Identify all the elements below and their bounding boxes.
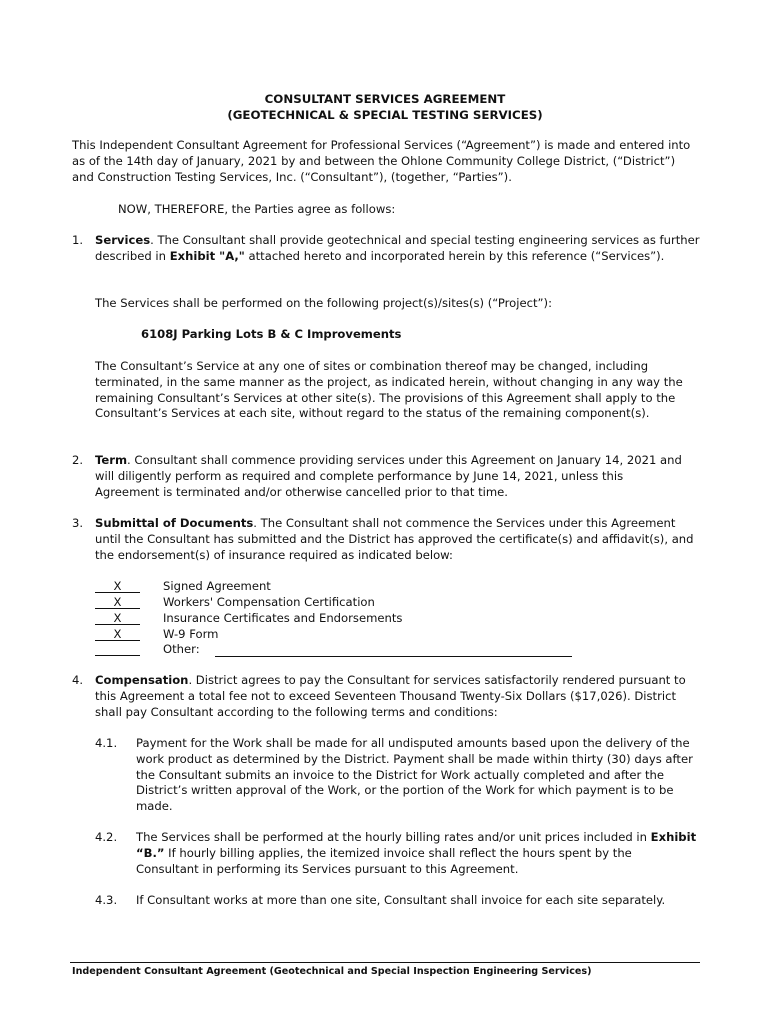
checklist-mark xyxy=(95,642,140,656)
section-3-number: 3. xyxy=(72,516,84,530)
checklist-mark: X xyxy=(95,595,140,609)
now-therefore-line: NOW, THEREFORE, the Parties agree as follows: xyxy=(118,202,396,216)
section-3-heading: Submittal of Documents xyxy=(95,516,254,530)
footer-divider xyxy=(70,962,700,963)
section-4-compensation xyxy=(95,673,700,720)
intro-paragraph: This Independent Consultant Agreement for Professional Services (“Agreement”) is made and entered into as of the 14th day of January, 2021 by and between the Ohlone Community College District, (“District”) and Construction Testing Services, Inc. (“Consultant”), (together, “Parties”). xyxy=(72,138,691,184)
section-4-heading: Compensation xyxy=(95,673,189,687)
subsection-4-1-text: Payment for the Work shall be made for all undisputed amounts based upon the delivery of the work product as determined by the District. Payment shall be made within thirty (30) days after the Consultant submits an invoice to the District for Work actually completed and after the District’s written approval of the Work, or the portion of the Work for which payment is to be made. xyxy=(136,736,693,814)
checklist-label: Signed Agreement xyxy=(163,579,271,593)
checklist-label: Other: xyxy=(163,642,200,656)
checklist-mark: X xyxy=(95,627,140,641)
subsection-4-3-text: If Consultant works at more than one site, Consultant shall invoice for each site separately. xyxy=(136,893,666,907)
section-1-text-a: . The Consultant shall provide geotechnical and special testing engineering services as further described in xyxy=(95,233,700,263)
subsection-4-3-number: 4.3. xyxy=(95,893,118,907)
section-2-text: . Consultant shall commence providing services under this Agreement on January 14, 2021 and will diligently perform as required and complete performance by June 14, 2021, unless this Agreement is terminated and/or otherwise cancelled prior to that time. xyxy=(95,453,682,499)
sites-paragraph: The Consultant’s Service at any one of sites or combination thereof may be changed, including terminated, in the same manner as the project, as indicated herein, without changing in any way the remaining Consultant’s Services at other site(s). The provisions of this Agreement shall apply to the Consultant’s Services at each site, without regard to the status of the remaining component(s). xyxy=(95,359,683,421)
section-2-term xyxy=(95,453,690,500)
section-1-text-b: attached hereto and incorporated herein by this reference (“Services”). xyxy=(244,248,665,263)
section-1-number: 1. xyxy=(72,233,84,247)
checklist-mark: X xyxy=(95,611,140,625)
section-3-submittal xyxy=(95,516,700,563)
project-name: 6108J Parking Lots B & C Improvements xyxy=(141,327,402,341)
page-footer: Independent Consultant Agreement (Geotechnical and Special Inspection Engineering Services) xyxy=(72,966,592,977)
checklist-label: Workers' Compensation Certification xyxy=(163,595,375,609)
section-1-heading: Services xyxy=(95,233,151,247)
section-2-heading: Term xyxy=(95,453,128,467)
other-blank-line xyxy=(215,655,572,657)
checklist-mark: X xyxy=(95,579,140,593)
section-4-number: 4. xyxy=(72,673,84,687)
section-3-text: . The Consultant shall not commence the Services under this Agreement until the Consultant has submitted and the District has approved the certificate(s) and affidavit(s), and the endorsement(s) of insurance required as indicated below: xyxy=(95,516,694,562)
checklist-item xyxy=(95,627,595,643)
subsection-4-2-text-b: If hourly billing applies, the itemized invoice shall reflect the hours spent by the Consultant in performing its Services pursuant to this Agreement. xyxy=(136,845,632,876)
exhibit-a-ref: Exhibit "A," xyxy=(169,248,245,263)
project-intro: The Services shall be performed on the following project(s)/sites(s) (“Project”): xyxy=(95,296,552,310)
checklist-item xyxy=(95,611,595,627)
exhibit-b-ref: Exhibit “B.” xyxy=(136,830,697,860)
document-subtitle: (GEOTECHNICAL & SPECIAL TESTING SERVICES) xyxy=(227,108,543,122)
subsection-4-2-text xyxy=(136,830,698,877)
checklist-label: Insurance Certificates and Endorsements xyxy=(163,611,403,625)
checklist-item xyxy=(95,579,595,595)
subsection-4-2-number: 4.2. xyxy=(95,830,118,844)
checklist-item xyxy=(95,595,595,611)
checklist-label: W-9 Form xyxy=(163,627,219,641)
section-2-number: 2. xyxy=(72,453,84,467)
section-1-services xyxy=(95,233,700,265)
subsection-4-1-number: 4.1. xyxy=(95,736,118,750)
document-title: CONSULTANT SERVICES AGREEMENT xyxy=(264,92,506,106)
section-4-text: . District agrees to pay the Consultant for services satisfactorily rendered pursuant to this Agreement a total fee not to exceed Seventeen Thousand Twenty-Six Dollars ($17,026). District shall pay Consultant according to the following terms and conditions: xyxy=(95,673,686,719)
subsection-4-2-text-a: The Services shall be performed at the hourly billing rates and/or unit prices included in xyxy=(136,830,651,844)
